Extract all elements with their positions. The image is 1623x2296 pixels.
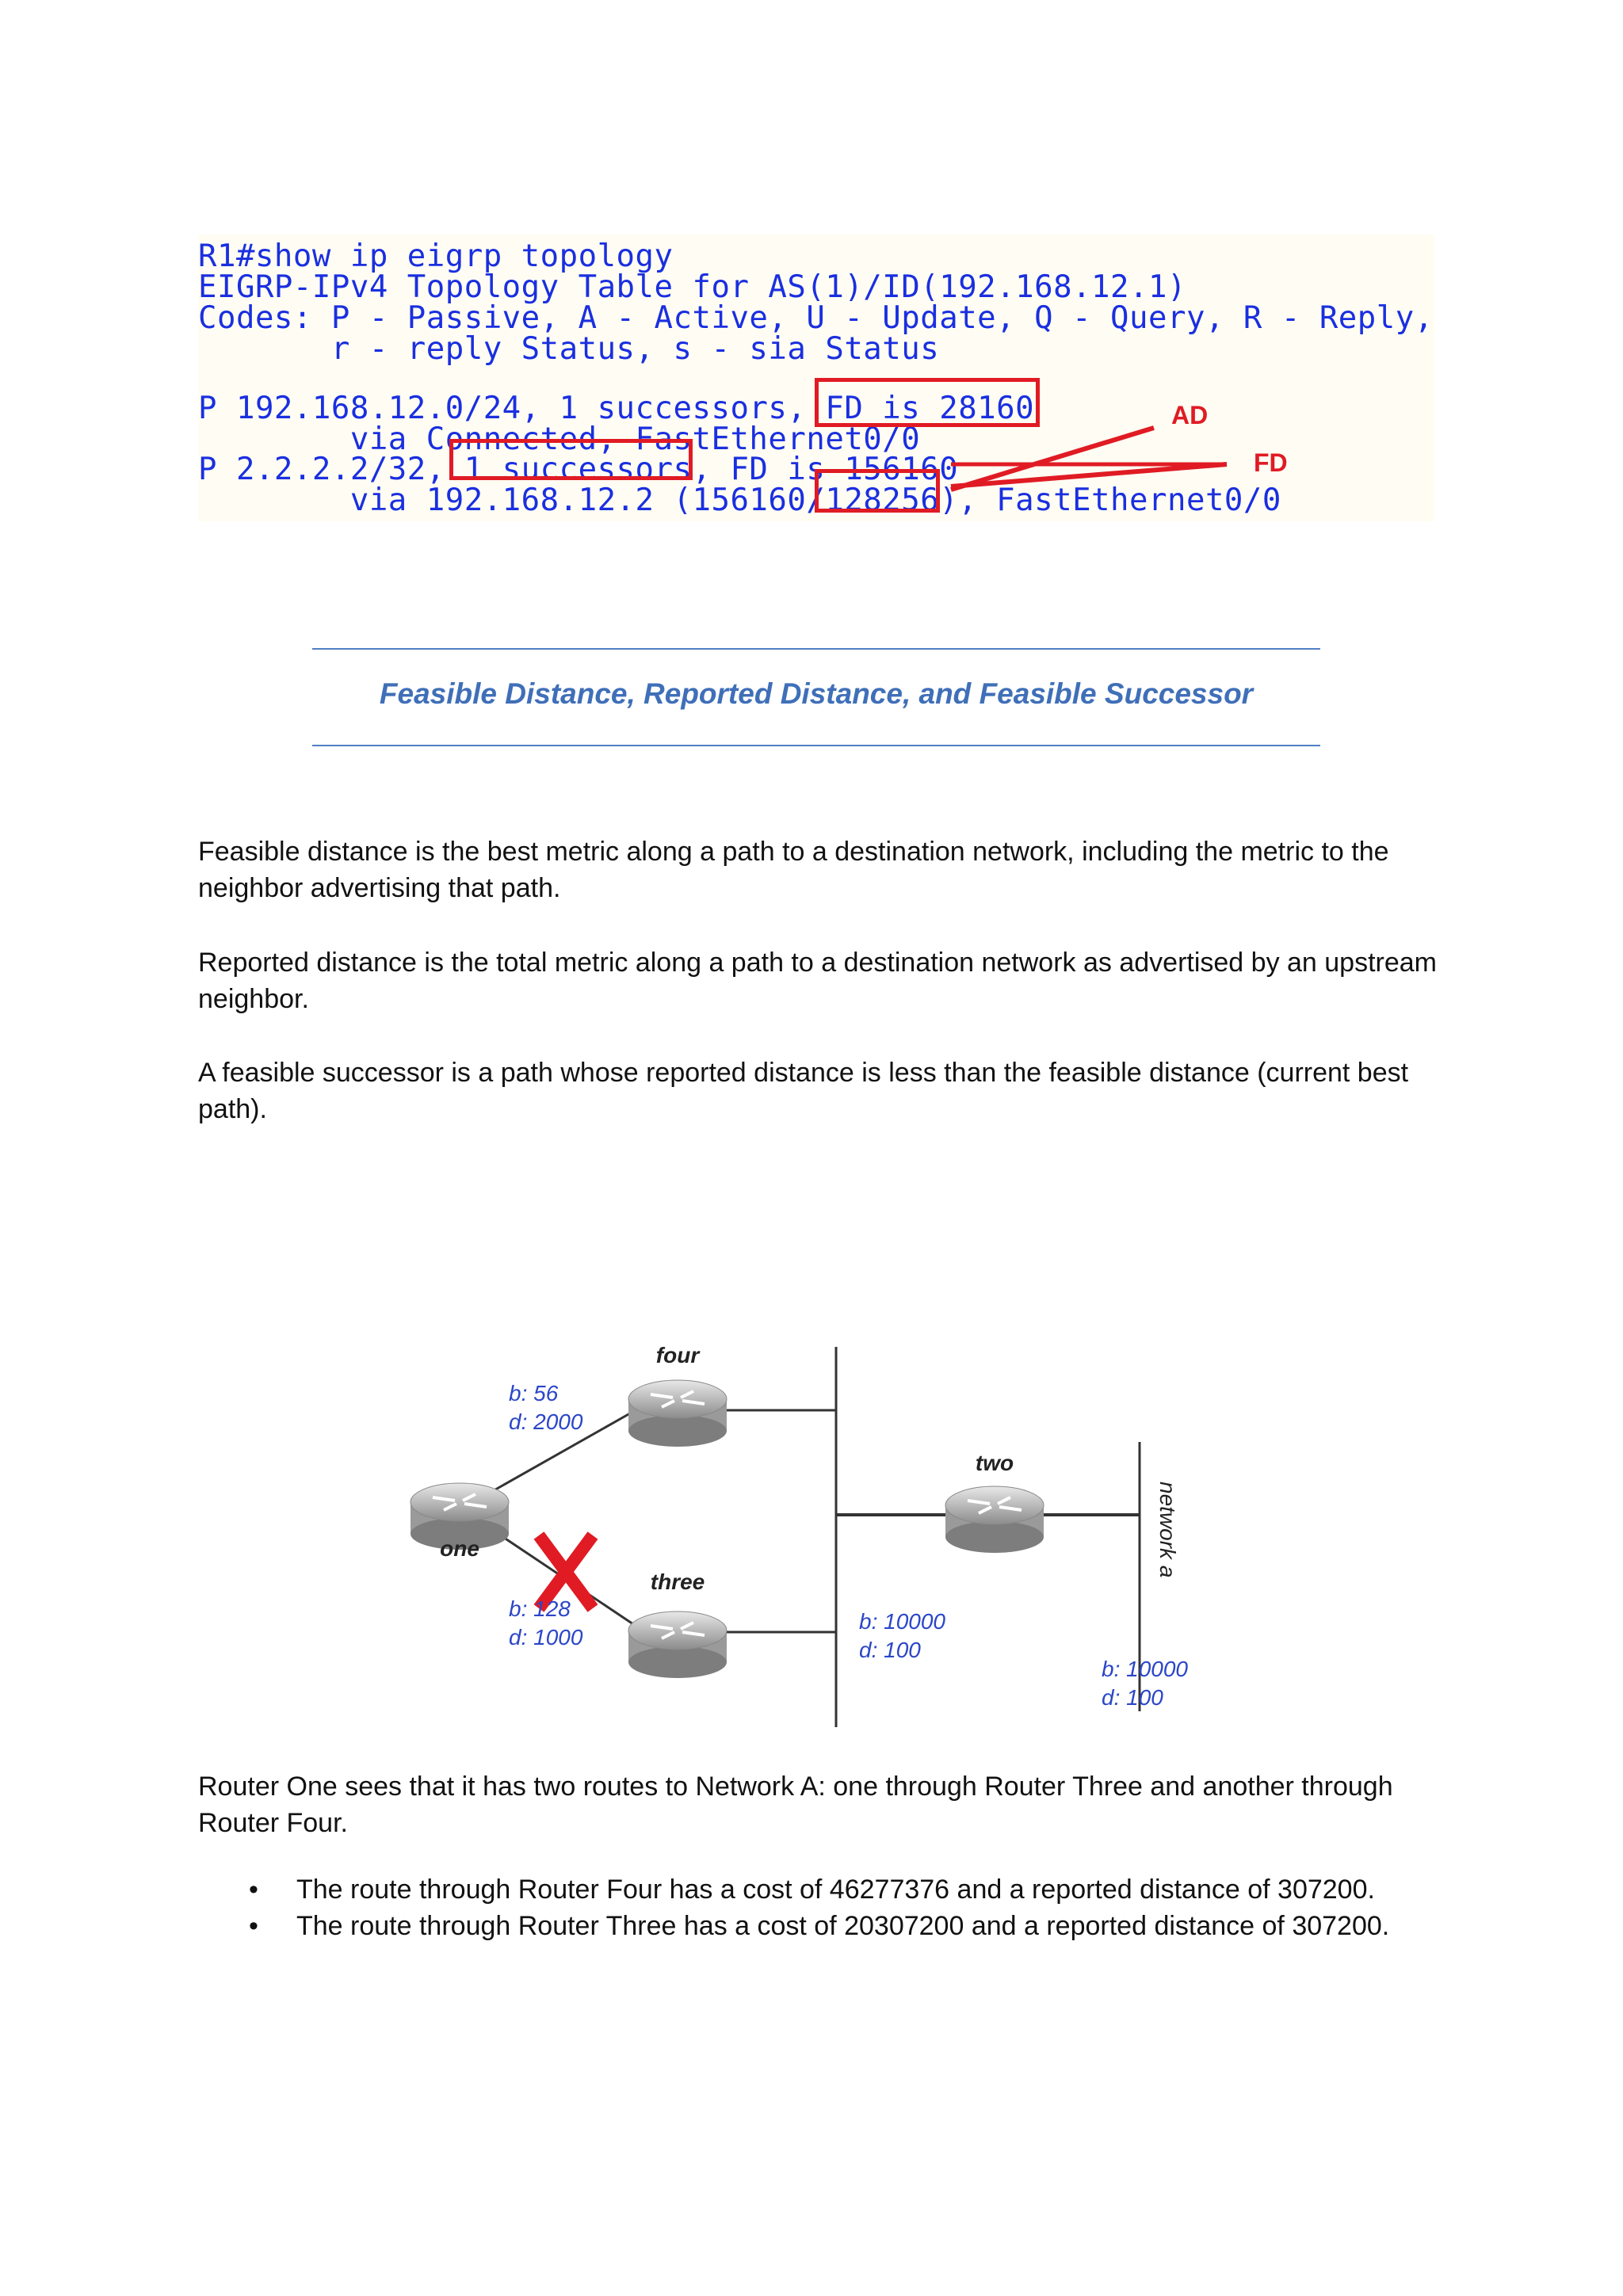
metric-three-b: b: 128 <box>509 1596 571 1621</box>
router-label-three: three <box>650 1569 705 1594</box>
router-three-icon <box>628 1611 727 1678</box>
terminal-line: EIGRP-IPv4 Topology Table for AS(1)/ID(192.168.12.1) <box>198 269 1186 305</box>
bullet-icon: • <box>249 1875 258 1905</box>
paragraph-router-one-summary: Router One sees that it has two routes to Network A: one through Router Three and another through Router Four. <box>198 1772 1393 1838</box>
terminal-line: Codes: P - Passive, A - Active, U - Update, Q - Query, R - Reply, <box>198 300 1434 336</box>
terminal-line: P 2.2.2.2/32, 1 successors, FD is 156160 <box>198 452 959 487</box>
paragraph-feasible-distance: Feasible distance is the best metric along a path to a destination network, including the metric to the neighbor advertising that path. <box>198 837 1389 903</box>
heading-rule-top <box>312 648 1320 650</box>
terminal-line: via 192.168.12.2 (156160/128256), FastEthernet0/0 <box>198 482 1281 518</box>
annotation-arrows <box>198 235 1434 521</box>
terminal-line: P 192.168.12.0/24, 1 successors, FD is 28160 <box>198 391 1035 426</box>
route-cost-list <box>198 1871 1389 1944</box>
metric-two-b: b: 10000 <box>859 1609 945 1634</box>
router-label-one: one <box>440 1536 479 1561</box>
router-label-two: two <box>975 1451 1014 1475</box>
metric-net-b: b: 10000 <box>1102 1657 1188 1681</box>
terminal-line: via Connected, FastEthernet0/0 <box>198 421 921 457</box>
metric-four-d: d: 2000 <box>509 1409 583 1434</box>
router-label-four: four <box>655 1343 700 1367</box>
ad-label: AD <box>1171 401 1209 429</box>
paragraph-reported-distance: Reported distance is the total metric along a path to a destination network as advertised by an upstream neighbor. <box>198 948 1438 1014</box>
metric-two-d: d: 100 <box>859 1638 921 1662</box>
heading-rule-bottom <box>312 745 1320 746</box>
paragraph-feasible-successor: A feasible successor is a path whose reported distance is less than the feasible distance (current best path). <box>198 1058 1409 1124</box>
list-item <box>198 1871 1389 1908</box>
metric-net-d: d: 100 <box>1102 1685 1163 1710</box>
fd-label: FD <box>1254 448 1288 477</box>
list-item-text: The route through Router Three has a cost of 20307200 and a reported distance of 307200. <box>296 1911 1390 1941</box>
section-heading: Feasible Distance, Reported Distance, and Feasible Successor <box>379 677 1254 710</box>
bullet-icon: • <box>249 1911 258 1941</box>
terminal-line: r - reply Status, s - sia Status <box>198 331 940 367</box>
router-four-icon <box>628 1380 727 1447</box>
terminal-line: R1#show ip eigrp topology <box>198 238 674 274</box>
list-item <box>198 1908 1389 1944</box>
network-diagram <box>380 1315 1252 1743</box>
router-two-icon <box>945 1486 1044 1553</box>
metric-three-d: d: 1000 <box>509 1625 583 1650</box>
eigrp-topology-screenshot <box>198 235 1434 521</box>
metric-four-b: b: 56 <box>509 1381 559 1405</box>
network-a-label: network a <box>1155 1482 1180 1578</box>
list-item-text: The route through Router Four has a cost of 46277376 and a reported distance of 307200. <box>296 1875 1375 1905</box>
